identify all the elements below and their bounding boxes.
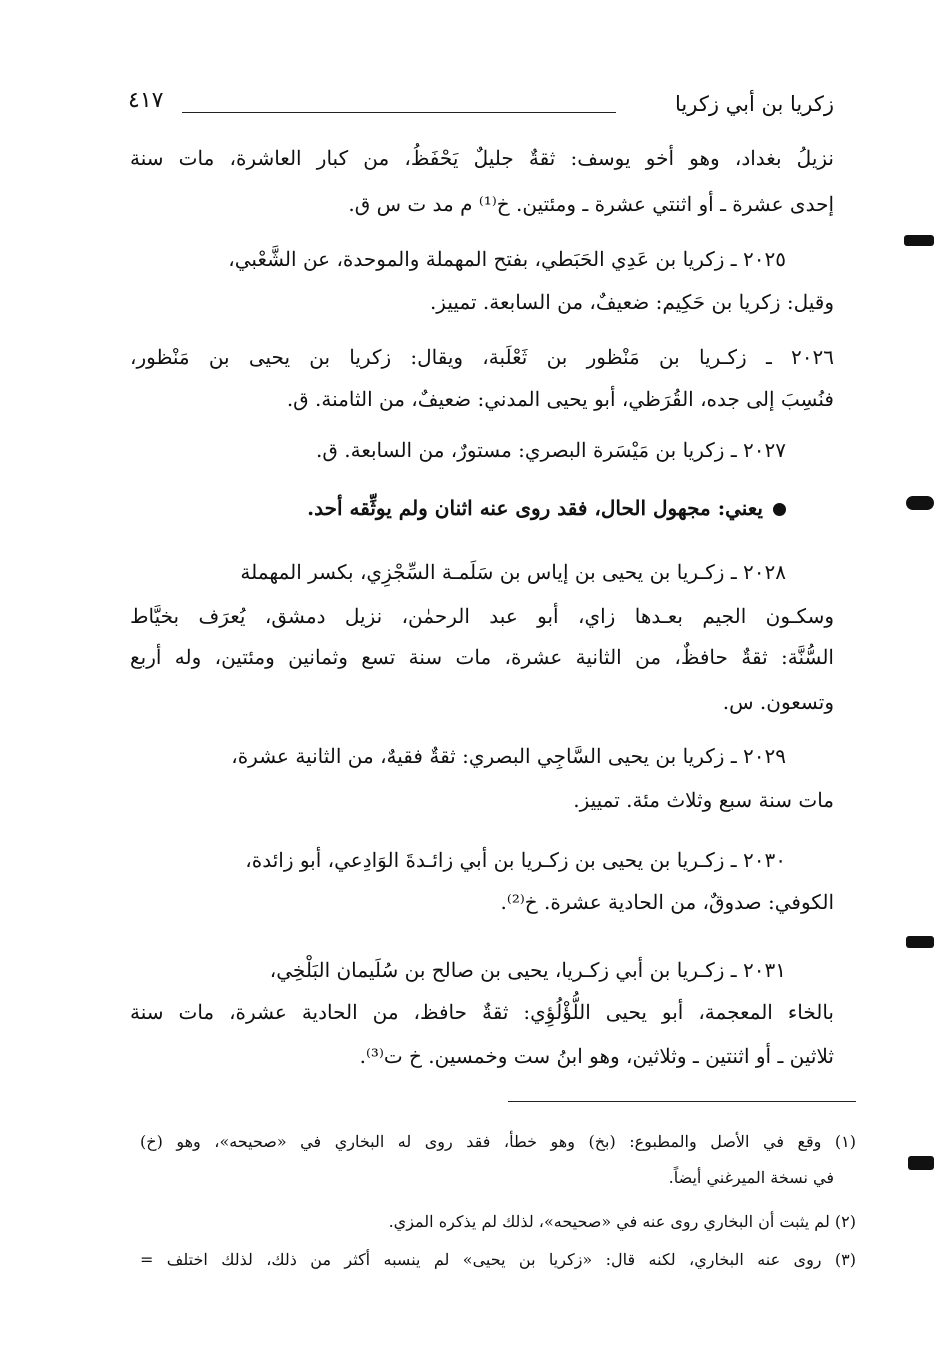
entry-2029-line-2: مات سنة سبع وثلاث مئة. تمييز.: [573, 788, 834, 812]
entry-2025-line-1: ٢٠٢٥ ـ زكريا بن عَدِي الحَبَطي، بفتح المهملة والموحدة، عن الشَّعْبي،: [228, 247, 786, 271]
entry-2028-line-1: ٢٠٢٨ ـ زكـريا بن يحيى بن إياس بن سَلَمـة السِّجْزِي، بكسر المهملة: [240, 560, 786, 584]
margin-mark: [904, 235, 934, 246]
entry-2024-line-1: نزيلُ بغداد، وهو أخو يوسف: ثقةٌ جليلٌ يَحْفَظُ، من كبار العاشرة، مات سنة: [130, 146, 834, 170]
footnote-3: (٣) روى عنه البخاري، لكنه قال: «زكريا بن يحيى» لم ينسبه أكثر من ذلك، لذلك اختلف =: [140, 1250, 856, 1269]
entry-2026-line-2: فنُسِبَ إلى جده، القُرَظي، أبو يحيى المدني: ضعيفٌ، من الثامنة. ق.: [286, 387, 834, 411]
entry-2024-line-2: إحدى عشرة ـ أو اثنتي عشرة ـ ومئتين. خ⁽¹⁾ م مد ت س ق.: [348, 192, 834, 216]
entry-2027-line-1: ٢٠٢٧ ـ زكريا بن مَيْسَرة البصري: مستورٌ، من السابعة. ق.: [316, 438, 786, 462]
margin-mark: [908, 1156, 934, 1170]
entry-2026-line-1: ٢٠٢٦ ـ زكـريا بن مَنْظور بن ثَعْلَبة، ويقال: زكريا بن يحيى بن مَنْظور،: [130, 345, 834, 369]
entry-2025-line-2: وقيل: زكريا بن حَكِيم: ضعيفٌ، من السابعة. تمييز.: [429, 290, 834, 314]
entry-2028-line-2: وسكـون الجيم بعـدها زاي، أبو عبد الرحمٰن، نزيل دمشق، يُعرَف بخيَّاط: [130, 604, 834, 628]
commentary-text: يعني: مجهول الحال، فقد روى عنه اثنان ولم يوثِّقه أحد.: [307, 496, 763, 520]
page-number: ٤١٧: [128, 88, 164, 113]
margin-mark: [906, 496, 934, 510]
entry-2030-line-1: ٢٠٣٠ ـ زكـريا بن يحيى بن زكـريا بن أبي زائـدةَ الوَادِعي، أبو زائدة،: [245, 848, 786, 872]
entry-2028-line-3: السُّنَّة: ثقةٌ حافظٌ، من الثانية عشرة، مات سنة تسع وثمانين ومئتين، وله أربع: [130, 645, 834, 669]
margin-mark: [906, 936, 934, 948]
bullet-icon: [773, 503, 786, 516]
entry-2030-line-2: الكوفي: صدوقٌ، من الحادية عشرة. خ⁽²⁾.: [500, 890, 834, 914]
commentary-note: [307, 494, 786, 522]
running-title: زكريا بن أبي زكريا: [675, 92, 834, 116]
footnote-1-line-2: في نسخة الميرغني أيضاً.: [668, 1168, 834, 1187]
header-rule: [182, 112, 616, 113]
footnote-1-line-1: (١) وقع في الأصل والمطبوع: (بخ) وهو خطأ، فقد روى له البخاري في «صحيحه»، وهو (خ): [140, 1132, 856, 1151]
entry-2031-line-1: ٢٠٣١ ـ زكـريا بن أبي زكـريا، يحيى بن صالح بن سُلَيمان البَلْخِي،: [269, 958, 786, 982]
entry-2028-line-4: وتسعون. س.: [722, 690, 834, 714]
footnote-2: (٢) لم يثبت أن البخاري روى عنه في «صحيحه»، لذلك لم يذكره المزي.: [388, 1212, 856, 1231]
entry-2031-line-2: بالخاء المعجمة، أبو يحيى اللُّؤْلُؤِي: ثقةٌ حافظ، من الحادية عشرة، مات سنة: [130, 1000, 834, 1024]
entry-2029-line-1: ٢٠٢٩ ـ زكريا بن يحيى السَّاجِي البصري: ثقةٌ فقيهٌ، من الثانية عشرة،: [231, 744, 786, 768]
entry-2031-line-3: ثلاثين ـ أو اثنتين ـ وثلاثين، وهو ابنُ ست وخمسين. خ ت⁽³⁾.: [359, 1044, 834, 1068]
footnote-rule: [508, 1101, 856, 1102]
